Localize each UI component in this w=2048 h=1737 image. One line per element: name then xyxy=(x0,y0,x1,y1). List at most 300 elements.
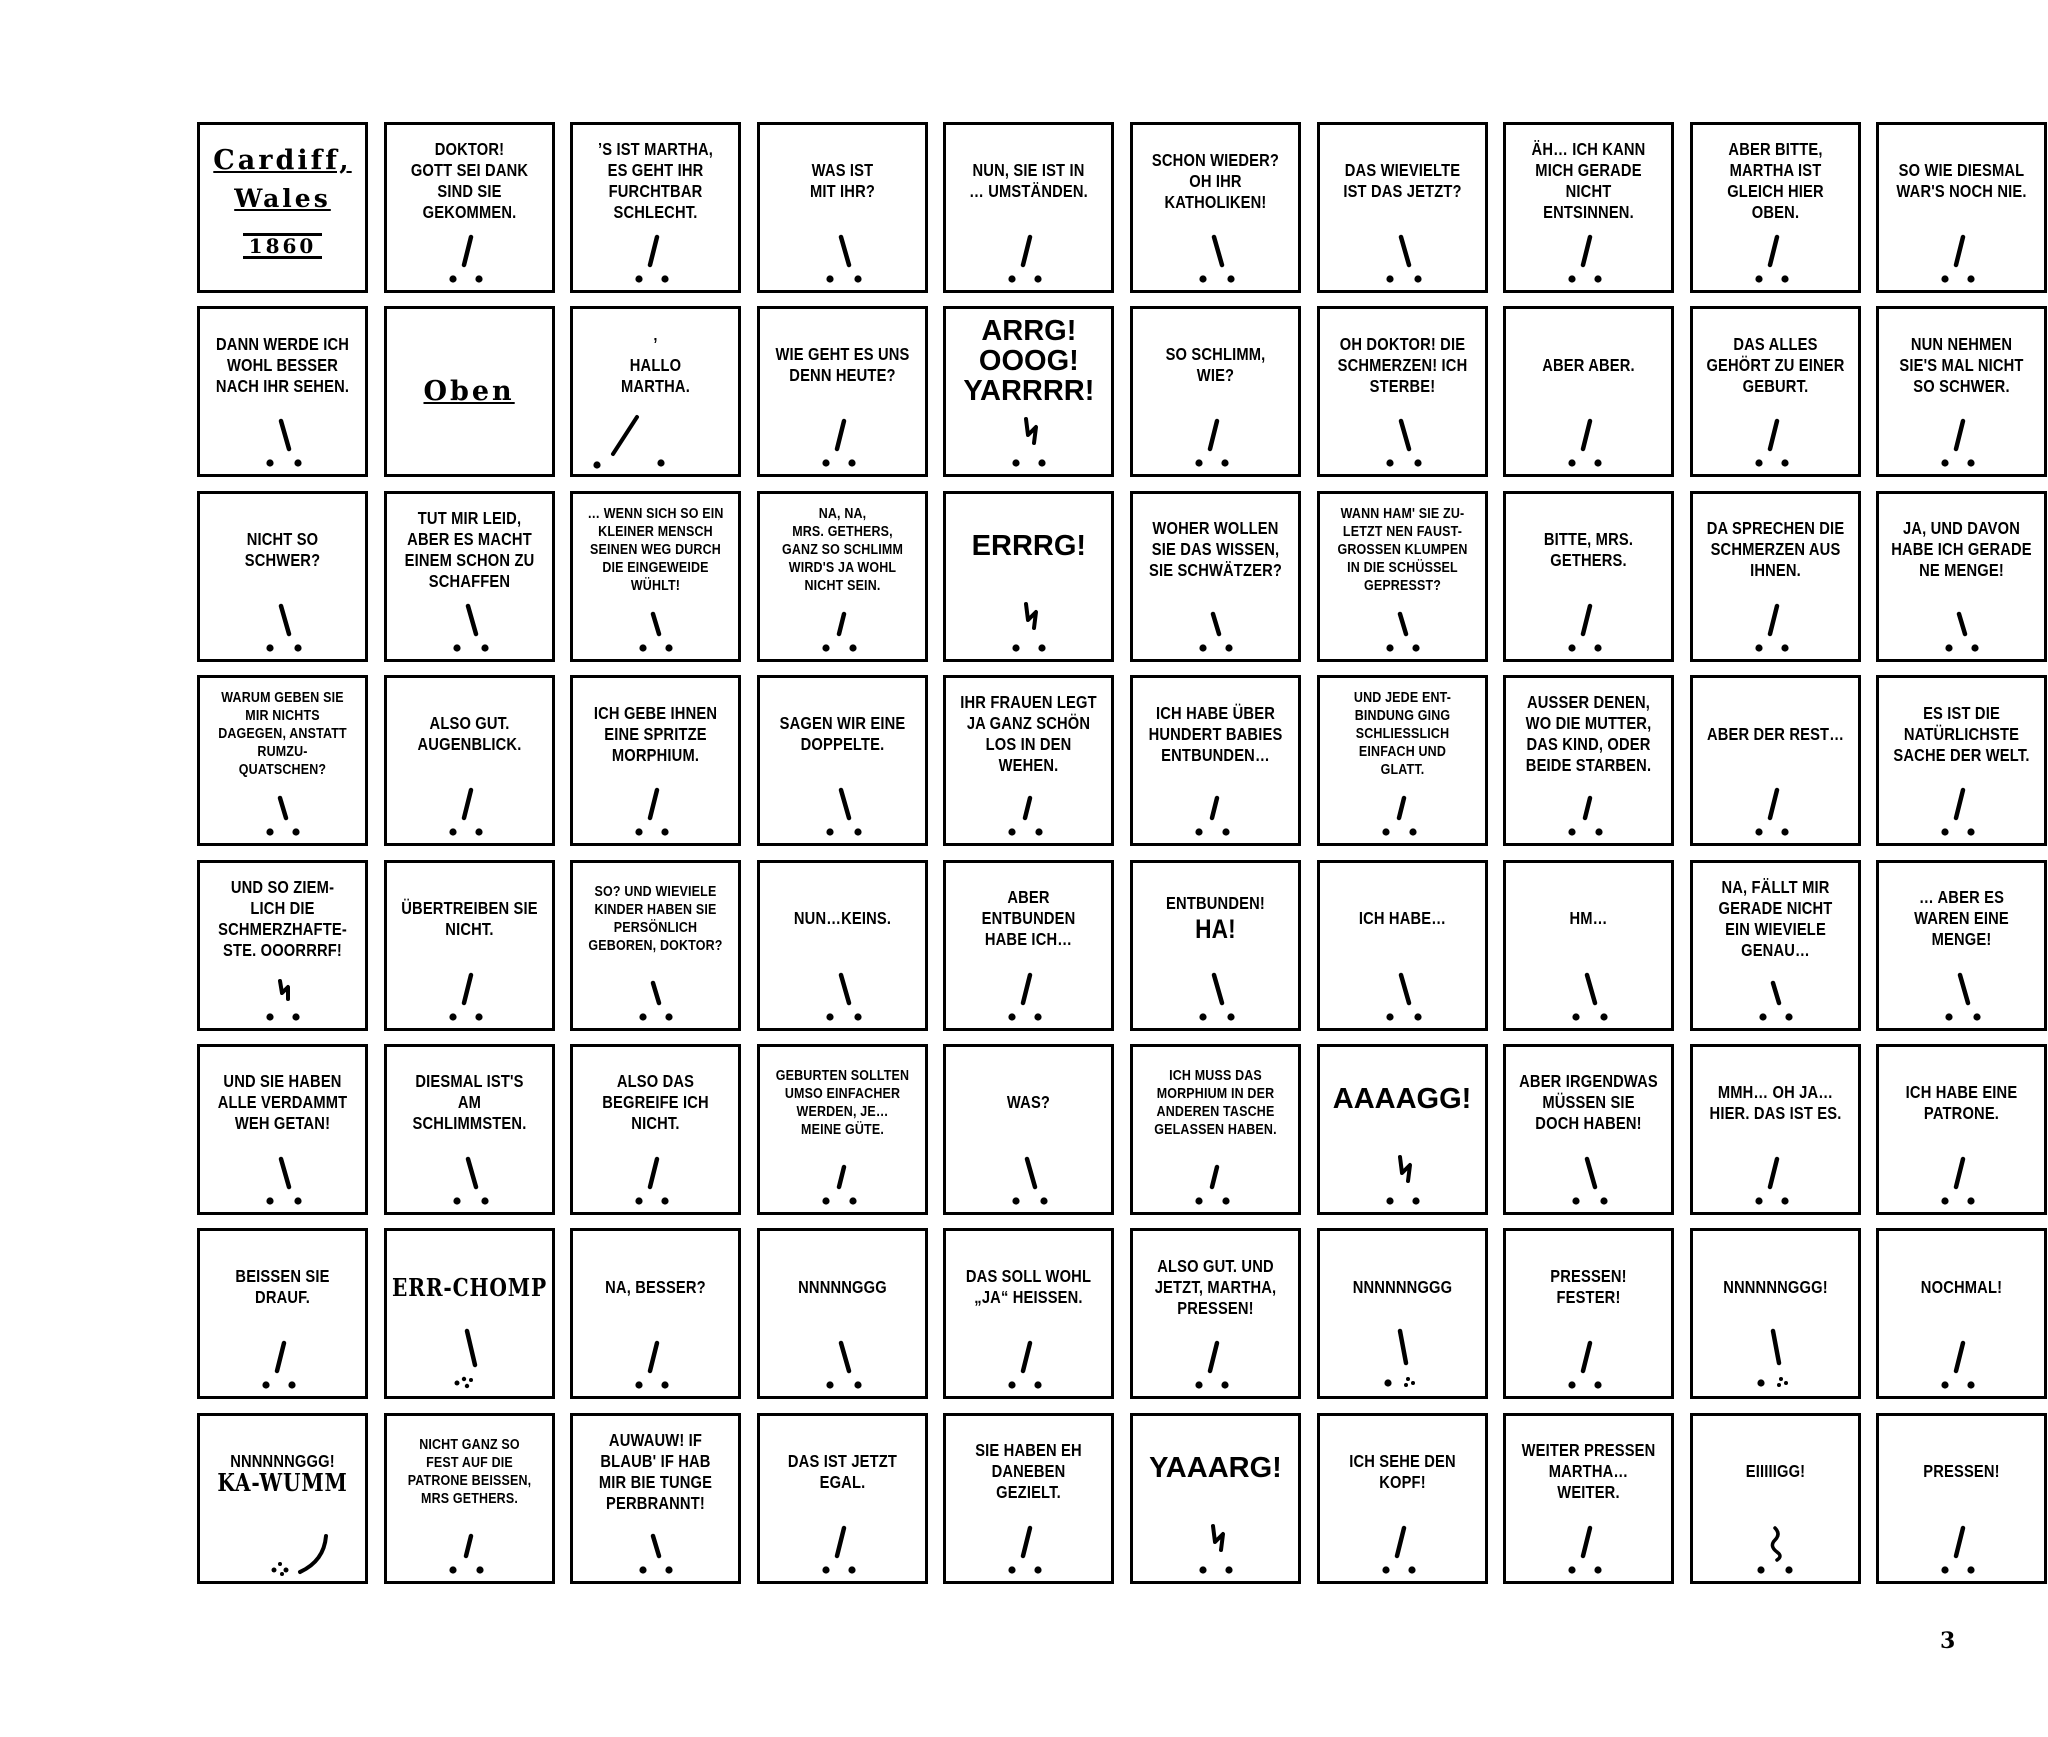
speech-line: NICHT. xyxy=(444,918,494,939)
figure-stroke xyxy=(1770,1159,1777,1187)
figure-dot xyxy=(662,1197,669,1204)
stick-figure xyxy=(1013,604,1046,652)
speech-line: GETHERS. xyxy=(1550,549,1627,570)
figure-dot xyxy=(826,1382,833,1389)
stick-figure xyxy=(1009,975,1042,1021)
figure-dot xyxy=(284,1567,289,1572)
figure-dot xyxy=(1779,1377,1783,1381)
speech-line: OOOG! xyxy=(978,345,1079,378)
stick-figure xyxy=(640,1536,673,1574)
figure-dot xyxy=(461,1377,465,1381)
figure-drawing xyxy=(573,678,738,843)
figure-drawing xyxy=(1879,863,2044,1028)
figure-dot xyxy=(1781,829,1788,836)
figure-dot xyxy=(1195,1382,1202,1389)
figure-stroke xyxy=(468,606,476,634)
figure-stroke xyxy=(1770,237,1777,265)
comic-panel xyxy=(570,122,741,293)
figure-drawing xyxy=(573,1231,738,1396)
figure-stroke xyxy=(1956,1159,1963,1187)
stick-figure xyxy=(636,790,669,836)
figure-dot xyxy=(1755,1197,1762,1204)
stick-figure xyxy=(454,1331,475,1388)
figure-dot xyxy=(266,1197,273,1204)
speech-line: DA SPRECHEN DIE xyxy=(1706,518,1845,539)
comic-panel xyxy=(570,1228,741,1399)
figure-dot xyxy=(1195,829,1202,836)
speech-line: WAS? xyxy=(1007,1092,1051,1113)
stick-figure xyxy=(1386,975,1421,1021)
figure-drawing xyxy=(1879,125,2044,290)
figure-dot xyxy=(1221,1382,1228,1389)
figure-dot xyxy=(476,1566,483,1573)
figure-dot xyxy=(848,1566,855,1573)
figure-stroke xyxy=(1401,421,1409,449)
speech-line: NNNNNNGGG! xyxy=(1722,1276,1828,1297)
stick-figure xyxy=(449,790,482,836)
comic-panel xyxy=(1690,1228,1861,1399)
figure-stroke xyxy=(300,1536,326,1572)
speech-line: OH IHR xyxy=(1189,170,1242,191)
comic-panel xyxy=(1130,1044,1301,1215)
comic-panel xyxy=(757,1228,928,1399)
figure-stroke xyxy=(837,421,844,449)
figure-dot xyxy=(1573,1197,1580,1204)
speech-line: GELASSEN HABEN. xyxy=(1154,1121,1277,1138)
stick-figure xyxy=(822,1528,855,1574)
speech-line: ICH HABE EINE xyxy=(1906,1081,2018,1102)
comic-panel xyxy=(943,1413,1114,1584)
figure-drawing xyxy=(387,678,552,843)
speech-line: BINDUNG GING xyxy=(1354,708,1450,725)
speech-line: ENTBUNDEN… xyxy=(1161,744,1270,765)
comic-panel xyxy=(1876,491,2047,662)
figure-drawing xyxy=(1320,1231,1485,1396)
figure-dot xyxy=(1596,829,1603,836)
figure-stroke xyxy=(653,614,659,634)
speech-line: LETZT NEN FAUST- xyxy=(1342,523,1462,540)
figure-drawing xyxy=(1133,678,1298,843)
stick-figure xyxy=(266,606,301,652)
figure-dot xyxy=(666,1566,673,1573)
figure-dot xyxy=(292,829,299,836)
stick-figure xyxy=(453,1159,488,1205)
comic-panel xyxy=(1503,675,1674,846)
comic-panel xyxy=(1876,1044,2047,1215)
speech-line: GENAU… xyxy=(1740,939,1810,960)
figure-stroke xyxy=(277,1343,284,1371)
speech-line: DIESMAL IST'S xyxy=(414,1071,524,1092)
speech-line: SCHON WIEDER? xyxy=(1151,149,1280,170)
speech-line: DRAUF. xyxy=(255,1287,310,1308)
speech-line: NE MENGE! xyxy=(1919,560,2005,581)
stick-figure xyxy=(1386,614,1419,652)
comic-panel xyxy=(1130,306,1301,477)
figure-dot xyxy=(1013,1197,1020,1204)
comic-panel xyxy=(943,122,1114,293)
figure-dot xyxy=(1573,1013,1580,1020)
figure-dot xyxy=(1569,460,1576,467)
figure-dot xyxy=(1408,1566,1415,1573)
stick-figure xyxy=(266,421,301,467)
speech-line: LICH DIE xyxy=(250,897,315,918)
figure-dot xyxy=(453,1197,460,1204)
speech-line: HABE ICH… xyxy=(985,929,1073,950)
figure-drawing xyxy=(200,678,365,843)
speech-line: ALSO GUT. xyxy=(429,713,510,734)
figure-dot xyxy=(1569,644,1576,651)
comic-panel xyxy=(1130,675,1301,846)
speech-line: UND JEDE ENT- xyxy=(1353,690,1451,707)
stick-figure xyxy=(1755,237,1788,283)
speech-line: RUMZU- xyxy=(257,744,308,761)
figure-dot xyxy=(1968,460,1975,467)
stick-figure xyxy=(1009,798,1043,836)
figure-dot xyxy=(1225,644,1232,651)
speech-line: EGAL. xyxy=(819,1471,866,1492)
speech-line: MORPHIUM. xyxy=(612,744,700,765)
figure-drawing xyxy=(760,863,925,1028)
comic-panel xyxy=(197,1044,368,1215)
figure-dot xyxy=(1382,1566,1389,1573)
stick-figure xyxy=(1569,1343,1602,1389)
stick-figure xyxy=(822,421,855,467)
speech-line: GEBURT. xyxy=(1742,375,1809,396)
stick-figure xyxy=(636,237,669,283)
comic-panel xyxy=(943,1044,1114,1215)
figure-dot xyxy=(1942,275,1949,282)
figure-drawing xyxy=(1506,309,1671,474)
figure-dot xyxy=(1222,1197,1229,1204)
speech-line: MMH… OH JA… xyxy=(1717,1081,1833,1102)
stick-figure xyxy=(449,1536,483,1574)
speech-line: ’S IST MARTHA, xyxy=(598,139,714,159)
speech-line: MRS. GETHERS, xyxy=(791,523,893,540)
figure-stroke xyxy=(1213,1526,1223,1550)
figure-dot xyxy=(1968,1566,1975,1573)
figure-dot xyxy=(1195,1197,1202,1204)
figure-stroke xyxy=(839,614,844,634)
speech-line: JA GANZ SCHÖN xyxy=(967,713,1091,734)
stick-figure xyxy=(1573,975,1608,1021)
figure-stroke xyxy=(653,983,659,1003)
figure-drawing xyxy=(1879,1416,2044,1581)
figure-drawing xyxy=(387,125,552,290)
figure-dot xyxy=(1041,1197,1048,1204)
figure-stroke xyxy=(1956,1343,1963,1371)
speech-line: MIR BIE TUNGE xyxy=(599,1471,713,1492)
speech-line: GEBOREN, DOKTOR? xyxy=(588,937,723,954)
figure-drawing xyxy=(760,1416,925,1581)
stick-figure xyxy=(1942,421,1975,467)
stick-figure xyxy=(1386,237,1421,283)
figure-dot xyxy=(481,1197,488,1204)
comic-panel xyxy=(1130,491,1301,662)
figure-dot xyxy=(1221,460,1228,467)
speech-line: EINFACH UND xyxy=(1358,744,1446,761)
speech-line: EINEM SCHON ZU xyxy=(404,549,534,570)
speech-line: UMSO EINFACHER xyxy=(784,1085,900,1102)
figure-stroke xyxy=(841,975,849,1003)
speech-line: EIN WIEVIELE xyxy=(1724,918,1826,939)
speech-line: WAR'S NOCH NIE. xyxy=(1896,181,2027,201)
comic-panel xyxy=(570,306,741,477)
speech-line: NICHT SO xyxy=(246,528,319,549)
figure-drawing xyxy=(760,309,925,474)
comic-panel xyxy=(757,675,928,846)
figure-stroke xyxy=(1583,421,1590,449)
figure-dot xyxy=(1009,1013,1016,1020)
speech-line: SO SCHWER. xyxy=(1913,375,2011,396)
figure-dot xyxy=(1222,829,1229,836)
speech-line: BEISSEN SIE xyxy=(235,1266,330,1287)
figure-dot xyxy=(1781,1197,1788,1204)
speech-line: NNNNNNGGG! xyxy=(230,1450,335,1471)
speech-line: SIE DAS WISSEN, xyxy=(1151,539,1280,560)
comic-panel xyxy=(384,675,555,846)
caption-year: 1860 xyxy=(243,233,323,259)
speech-line: SIE HABEN EH xyxy=(975,1440,1083,1461)
speech-line: PERSÖNLICH xyxy=(613,919,698,936)
figure-stroke xyxy=(1959,614,1965,634)
figure-drawing xyxy=(1879,1047,2044,1212)
figure-drawing xyxy=(1320,309,1485,474)
figure-dot xyxy=(1039,460,1046,467)
figure-stroke xyxy=(841,237,849,265)
comic-panel xyxy=(384,491,555,662)
stick-figure xyxy=(1382,798,1416,836)
figure-drawing xyxy=(1133,1231,1298,1396)
figure-drawing xyxy=(946,494,1111,659)
figure-dot xyxy=(640,644,647,651)
figure-drawing xyxy=(946,1047,1111,1212)
figure-drawing xyxy=(1879,1231,2044,1396)
figure-dot xyxy=(1942,829,1949,836)
figure-stroke xyxy=(839,1167,844,1187)
speech-line: OBEN. xyxy=(1751,202,1799,222)
speech-line: ABER BITTE, xyxy=(1728,139,1823,159)
comic-panel xyxy=(757,306,928,477)
comic-panel xyxy=(1690,122,1861,293)
stick-figure xyxy=(1755,421,1788,467)
figure-drawing xyxy=(1320,1047,1485,1212)
figure-dot xyxy=(266,1013,273,1020)
stick-figure xyxy=(1757,1528,1792,1574)
speech-line: GLATT. xyxy=(1380,762,1424,779)
speech-line: FURCHTBAR xyxy=(608,181,703,201)
figure-dot xyxy=(1569,1382,1576,1389)
figure-dot xyxy=(640,1013,647,1020)
speech-line: KINDER HABEN SIE xyxy=(594,901,717,918)
speech-line: PRESSEN! xyxy=(1177,1297,1254,1318)
figure-dot xyxy=(1382,829,1389,836)
figure-drawing xyxy=(1506,1047,1671,1212)
speech-line: AAAAGG! xyxy=(1332,1082,1472,1115)
speech-line: SCHMERZEN! ICH xyxy=(1337,354,1467,375)
stick-figure xyxy=(1569,606,1602,652)
speech-line: SIE'S MAL NICHT xyxy=(1899,354,2024,375)
figure-dot xyxy=(1009,1382,1016,1389)
speech-line: LOS IN DEN xyxy=(985,734,1072,755)
figure-drawing xyxy=(1693,1231,1858,1396)
figure-stroke xyxy=(841,1343,849,1371)
figure-dot xyxy=(1009,1566,1016,1573)
figure-dot xyxy=(1009,829,1016,836)
figure-dot xyxy=(1781,460,1788,467)
speech-line: GOTT SEI DANK xyxy=(410,160,528,180)
speech-line: PERBRANNT! xyxy=(606,1492,706,1513)
speech-line: NUN, SIE IST IN xyxy=(972,160,1085,180)
figure-dot xyxy=(1784,1381,1788,1385)
speech-line: GEZIELT. xyxy=(996,1482,1062,1503)
speech-line: WIE? xyxy=(1196,365,1235,386)
speech-line: DAGEGEN, ANSTATT xyxy=(218,726,347,743)
comic-panel xyxy=(1690,491,1861,662)
figure-dot xyxy=(1409,829,1416,836)
speech-line: KA-WUMM xyxy=(217,1467,348,1497)
figure-dot xyxy=(822,1566,829,1573)
figure-stroke xyxy=(1214,975,1222,1003)
speech-line: WIRD'S JA WOHL xyxy=(788,559,897,576)
speech-line: FEST AUF DIE xyxy=(425,1454,513,1471)
speech-line: ARRG! xyxy=(981,315,1077,348)
stick-figure xyxy=(1942,1343,1975,1389)
figure-stroke xyxy=(468,1159,476,1187)
figure-dot xyxy=(1781,644,1788,651)
figure-dot xyxy=(826,829,833,836)
comic-panel xyxy=(943,491,1114,662)
figure-dot xyxy=(849,644,856,651)
speech-line: SCHAFFEN xyxy=(428,570,510,591)
figure-dot xyxy=(1035,1566,1042,1573)
comic-panel xyxy=(943,1228,1114,1399)
comic-panel xyxy=(943,306,1114,477)
figure-stroke xyxy=(650,1343,657,1371)
page-number: 3 xyxy=(1940,1628,1956,1654)
speech-line: WO DIE MUTTER, xyxy=(1525,713,1652,734)
comic-panel xyxy=(197,306,368,477)
stick-figure xyxy=(1382,1528,1415,1574)
comic-panel xyxy=(1130,860,1301,1031)
figure-stroke xyxy=(1026,604,1036,628)
figure-dot xyxy=(1412,644,1419,651)
figure-stroke xyxy=(1025,798,1030,818)
speech-line: WOHER WOLLEN xyxy=(1152,518,1279,539)
figure-stroke xyxy=(464,790,471,818)
figure-stroke xyxy=(1587,975,1595,1003)
speech-line: KLEINER MENSCH xyxy=(598,523,714,540)
speech-line: WANN HAM' SIE ZU- xyxy=(1340,505,1464,522)
speech-line: BLAUB' IF HAB xyxy=(600,1450,711,1471)
stick-figure xyxy=(1199,614,1232,652)
speech-line: HUNDERT BABIES xyxy=(1148,723,1283,744)
speech-line: MEINE GÜTE. xyxy=(800,1121,884,1138)
figure-dot xyxy=(1227,275,1234,282)
figure-drawing xyxy=(1320,678,1485,843)
stick-figure xyxy=(822,614,856,652)
figure-dot xyxy=(294,644,301,651)
speech-line: KOPF! xyxy=(1378,1471,1426,1492)
comic-panel xyxy=(1690,1413,1861,1584)
figure-dot xyxy=(1755,829,1762,836)
comic-panel xyxy=(1876,122,2047,293)
speech-line: NICHT SEIN. xyxy=(804,577,881,594)
comic-panel xyxy=(570,860,741,1031)
speech-line: UND SIE HABEN xyxy=(223,1071,342,1092)
speech-line: GLEICH HIER xyxy=(1726,181,1824,201)
comic-panel xyxy=(1690,675,1861,846)
figure-dot xyxy=(475,275,482,282)
stick-figure xyxy=(1942,790,1975,836)
stick-figure xyxy=(262,1343,295,1389)
figure-dot xyxy=(1225,1566,1232,1573)
figure-dot xyxy=(636,829,643,836)
stick-figure xyxy=(1755,1159,1788,1205)
figure-stroke xyxy=(1770,421,1777,449)
figure-drawing xyxy=(387,1231,552,1396)
figure-stroke xyxy=(1960,975,1968,1003)
figure-dot xyxy=(1386,460,1393,467)
figure-stroke xyxy=(281,421,289,449)
figure-dot xyxy=(1569,829,1576,836)
figure-dot xyxy=(1968,829,1975,836)
speech-line: DAS WIEVIELTE xyxy=(1344,160,1460,180)
figure-dot xyxy=(1601,1197,1608,1204)
speech-line: PRESSEN! xyxy=(1923,1461,2001,1482)
speech-line: SCHLIMMSTEN. xyxy=(412,1113,527,1134)
figure-drawing xyxy=(1693,494,1858,659)
figure-stroke xyxy=(613,417,637,454)
comic-panel xyxy=(1690,306,1861,477)
figure-stroke xyxy=(1210,1343,1217,1371)
figure-dot xyxy=(1199,275,1206,282)
figure-drawing xyxy=(1693,309,1858,474)
figure-dot xyxy=(666,1013,673,1020)
stick-figure xyxy=(1942,237,1975,283)
speech-line: DAS SOLL WOHL xyxy=(966,1266,1092,1287)
stick-figure xyxy=(1199,975,1234,1021)
speech-line: ABER xyxy=(1007,887,1051,908)
speech-line: IHNEN. xyxy=(1749,560,1801,581)
figure-dot xyxy=(636,275,643,282)
stick-figure xyxy=(1755,790,1788,836)
figure-dot xyxy=(1595,644,1602,651)
figure-drawing xyxy=(1693,863,1858,1028)
figure-dot xyxy=(449,829,456,836)
speech-line: IN DIE SCHÜSSEL xyxy=(1346,559,1458,576)
figure-drawing xyxy=(573,309,738,474)
comic-panel xyxy=(1876,306,2047,477)
figure-dot xyxy=(1785,1566,1792,1573)
figure-stroke xyxy=(466,1536,471,1556)
figure-stroke xyxy=(1400,614,1406,634)
speech-line: DAS ALLES xyxy=(1733,333,1818,354)
speech-line: ENTSINNEN. xyxy=(1543,202,1635,222)
comic-panel xyxy=(384,1413,555,1584)
speech-line: QUATSCHEN? xyxy=(238,762,327,779)
speech-line: ENTBUNDEN! xyxy=(1166,893,1265,914)
speech-line: ALLE VERDAMMT xyxy=(217,1092,348,1113)
figure-dot xyxy=(1386,1197,1393,1204)
speech-line: … WENN SICH SO EIN xyxy=(587,505,724,522)
speech-line: SO? UND WIEVIELE xyxy=(594,883,717,900)
stick-figure xyxy=(1013,1159,1048,1205)
stick-figure xyxy=(1757,1331,1788,1387)
speech-line: AUWAUW! IF xyxy=(609,1429,703,1450)
figure-dot xyxy=(449,275,456,282)
comic-panel xyxy=(384,1044,555,1215)
speech-line: BEGREIFE ICH xyxy=(602,1092,709,1113)
